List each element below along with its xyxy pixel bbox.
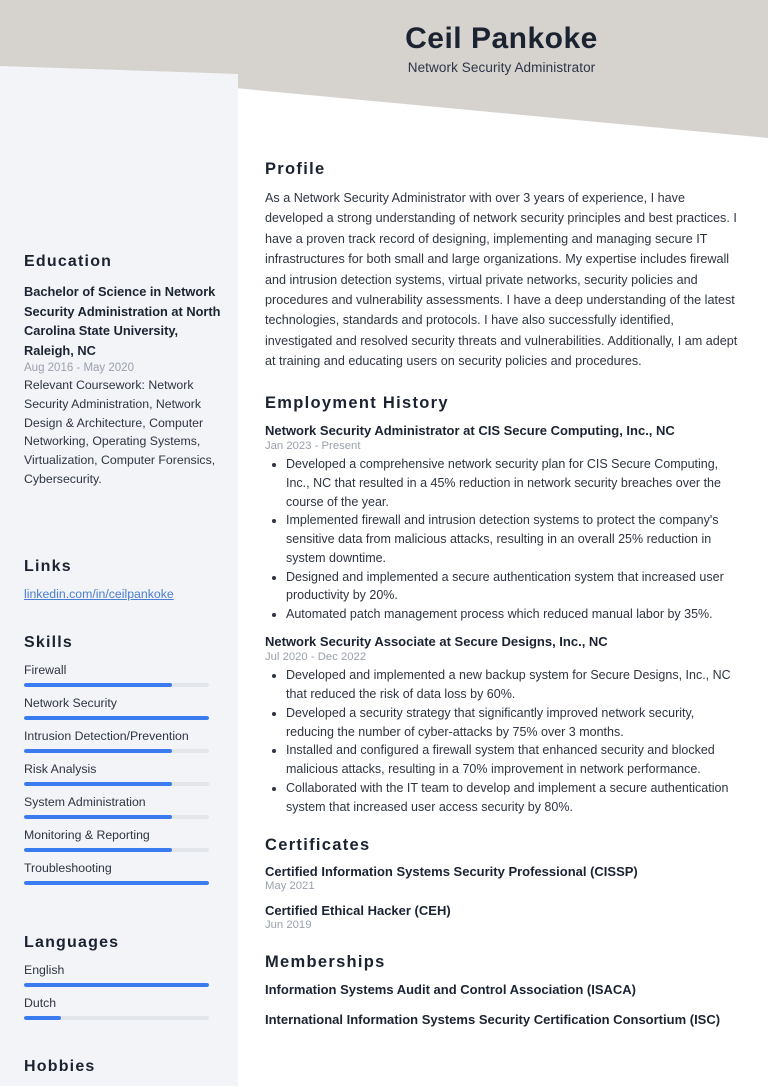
- memberships-heading: Memberships: [265, 953, 386, 972]
- employment-section: [265, 394, 740, 817]
- skill-label: Risk Analysis: [24, 762, 97, 776]
- membership-name: Information Systems Audit and Control Association (ISACA): [265, 982, 637, 998]
- skill-bar: [24, 716, 209, 720]
- certificate-entry: [265, 903, 740, 931]
- memberships-list: [265, 981, 740, 1028]
- sidebar: [0, 0, 238, 1086]
- certificates-list: [265, 864, 740, 931]
- certificate-name: Certified Information Systems Security Professional (CISSP): [265, 864, 638, 880]
- job-bullet-list: [265, 455, 740, 624]
- links-section: [24, 558, 224, 601]
- education-description: Relevant Coursework: Network Security Administration, Network Design & Architecture, Computer Networking, Operating Systems, Virtualization, Computer Forensics, Cybersecurity.: [24, 378, 216, 486]
- job-bullet: • Automated patch management process which reduced manual labor by 35%.: [286, 605, 740, 624]
- skill-label: Monitoring & Reporting: [24, 828, 150, 842]
- skill-bar: [24, 881, 209, 885]
- hobbies-heading: Hobbies: [24, 1058, 96, 1075]
- skill-bar-fill: [24, 815, 172, 819]
- job-date: Jul 2020 - Dec 2022: [265, 651, 367, 664]
- skill-bar-fill: [24, 683, 172, 687]
- main-column: [238, 0, 768, 1040]
- skill-bar: [24, 782, 209, 786]
- education-section: [24, 253, 224, 488]
- candidate-job-title: Network Security Administrator: [407, 59, 596, 75]
- certificate-date: May 2021: [265, 880, 315, 893]
- hobbies-section: [24, 1058, 209, 1087]
- link-linkedin[interactable]: linkedin.com/in/ceilpankoke: [24, 587, 174, 601]
- skills-list: [24, 663, 209, 885]
- skill-label: Troubleshooting: [24, 861, 112, 875]
- candidate-name: Ceil Pankoke: [405, 22, 598, 55]
- languages-section: [24, 934, 209, 1029]
- skill: [24, 828, 209, 852]
- job-entry: [265, 422, 740, 624]
- education-degree: Bachelor of Science in Network Security Administration at North Carolina State University, Raleigh, NC: [24, 284, 221, 358]
- certificate-date: Jun 2019: [265, 919, 312, 932]
- job-bullet: • Collaborated with the IT team to develop and implement a secure authentication system that increased user access security by 80%.: [286, 779, 740, 817]
- job-date: Jan 2023 - Present: [265, 440, 361, 453]
- membership-name: International Information Systems Security Certification Consortium (ISC): [265, 1011, 721, 1027]
- job-title: Network Security Associate at Secure Designs, Inc., NC: [265, 633, 608, 649]
- language: [24, 996, 209, 1020]
- job-bullet: • Designed and implemented a secure authentication system that increased user productivity by 20%.: [286, 568, 740, 606]
- job-bullet: • Developed a comprehensive network security plan for CIS Secure Computing, Inc., NC that resulted in a 45% reduction in network security breaches over the course of the year.: [286, 455, 740, 511]
- job-bullet: • Implemented firewall and intrusion detection systems to protect the company's sensitive data from malicious attacks, resulting in an overall 25% reduction in system downtime.: [286, 511, 740, 567]
- skill-bar: [24, 749, 209, 753]
- job-bullet-list: [265, 666, 740, 816]
- memberships-section: [265, 953, 740, 1028]
- skill-bar-fill: [24, 881, 209, 885]
- language-label: English: [24, 963, 65, 977]
- job-bullet: • Developed a security strategy that significantly improved network security, reducing the number of cyber-attacks by 75% over 3 months.: [286, 704, 740, 742]
- job-bullet: • Developed and implemented a new backup system for Secure Designs, Inc., NC that reduced the risk of data loss by 60%.: [286, 666, 740, 704]
- language-label: Dutch: [24, 996, 57, 1010]
- language: [24, 963, 209, 987]
- links-heading: Links: [24, 558, 72, 575]
- skill: [24, 795, 209, 819]
- education-heading: Education: [24, 253, 113, 270]
- skill: [24, 861, 209, 885]
- skill-bar-fill: [24, 749, 172, 753]
- skill-bar: [24, 848, 209, 852]
- skill: [24, 762, 209, 786]
- skill-bar: [24, 815, 209, 819]
- skill: [24, 729, 209, 753]
- resume-header: [0, 22, 768, 75]
- skill-label: Network Security: [24, 696, 117, 710]
- skill-bar-fill: [24, 716, 209, 720]
- language-bar: [24, 1016, 209, 1020]
- jobs-list: [265, 422, 740, 817]
- skill: [24, 696, 209, 720]
- skills-heading: Skills: [24, 634, 74, 651]
- certificates-section: [265, 836, 740, 931]
- skill-label: System Administration: [24, 795, 146, 809]
- skill: [24, 663, 209, 687]
- language-bar: [24, 983, 209, 987]
- profile-text: As a Network Security Administrator with over 3 years of experience, I have developed a strong understanding of network security principles and best practices. I have a proven track record of designing, implementing and managing secure IT infrastructures for both small and large organizations. My expertise includes firewall and intrusion detection systems, virtual private networks, security policies and procedures and vulnerability assessments. I have a deep understanding of the latest technologies, standards and protocols. I have also successfully identified, investigated and resolved security threats and vulnerabilities. Additionally, I am adept at training and educating users on security policies and procedures.: [265, 191, 738, 369]
- education-date: Aug 2016 - May 2020: [24, 362, 134, 375]
- certificates-heading: Certificates: [265, 836, 371, 855]
- skill-bar-fill: [24, 782, 172, 786]
- languages-list: [24, 963, 209, 1020]
- profile-heading: Profile: [265, 160, 326, 178]
- certificate-entry: [265, 864, 740, 892]
- job-entry: [265, 633, 740, 817]
- job-title: Network Security Administrator at CIS Secure Computing, Inc., NC: [265, 422, 675, 438]
- profile-section: [265, 160, 740, 372]
- skill-bar-fill: [24, 848, 172, 852]
- job-bullet: • Installed and configured a firewall system that enhanced security and blocked malicious attacks, resulting in a 70% improvement in network performance.: [286, 741, 740, 779]
- skills-section: [24, 634, 209, 894]
- languages-heading: Languages: [24, 934, 120, 951]
- skill-bar: [24, 683, 209, 687]
- skill-label: Firewall: [24, 663, 67, 677]
- skill-label: Intrusion Detection/Prevention: [24, 729, 189, 743]
- language-bar-fill: [24, 983, 209, 987]
- certificate-name: Certified Ethical Hacker (CEH): [265, 903, 451, 919]
- employment-heading: Employment History: [265, 393, 449, 412]
- language-bar-fill: [24, 1016, 61, 1020]
